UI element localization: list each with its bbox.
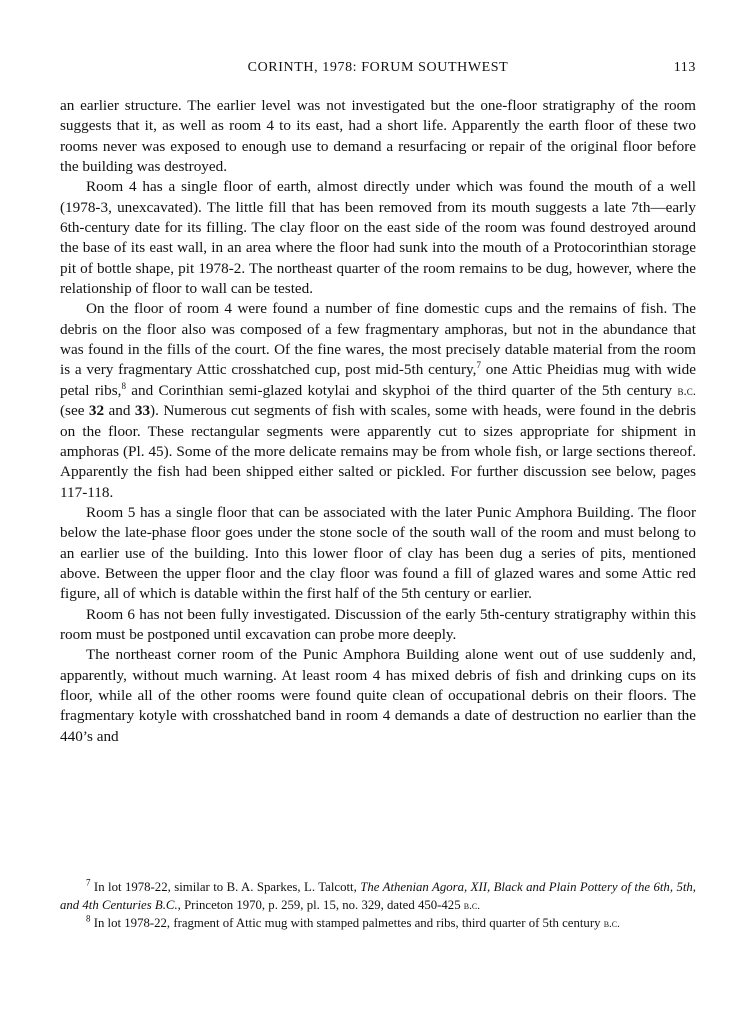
footnote-mark-8: 8 <box>86 913 91 924</box>
footnote-ref-7[interactable]: 7 <box>476 360 481 371</box>
page-number: 113 <box>673 60 696 75</box>
catalogue-ref-33: 33 <box>134 402 151 420</box>
footnote-mark-7: 7 <box>86 877 91 888</box>
footnote-8-text-a: In lot 1978-22, fragment of Attic mug with stamped palmettes and ribs, third quarter of 5th century <box>90 916 604 930</box>
paragraph-3-text-e: ). Numerous cut segments of fish with scales, some with heads, were found in the debris on the floor. These rectangular segments were apparently cut to sizes appropriate for shipment in amphoras (Pl. 45). Some of the more delicate remains may be from whole fish, or large sections thereof. Apparently the fish had been shipped either salted or pickled. For further discussion see below, pages 117-118. <box>60 402 696 501</box>
paragraph-3-text-b: one Attic Pheidias mug with wide petal ribs, <box>60 361 696 399</box>
footnote-ref-8[interactable]: 8 <box>121 380 126 391</box>
footnote-7-era: b.c. <box>463 899 480 912</box>
paragraph-1: an earlier structure. The earlier level was not investigated but the one-floor stratigraphy of the room suggests that it, as well as room 4 to its east, had a short life. Apparently the earth floor of these two rooms never was exposed to enough use to demand a resurfacing or repair of the original floor before the building was destroyed. <box>60 97 696 176</box>
paragraph-2: Room 4 has a single floor of earth, almost directly under which was found the mouth of a well (1978-3, unexcavated). The little fill that has been removed from its mouth suggests a late 7th—early 6th-century date for its filling. The clay floor on the east side of the room was found destroyed around the base of its east wall, in an area where the floor had sunk into the mouth of a Protocorinthian storage pit of bottle shape, pit 1978-2. The northeast quarter of the room remains to be dug, however, where the relationship of floor to wall can be tested. <box>60 178 696 298</box>
body-text <box>60 96 696 747</box>
running-head <box>60 60 696 82</box>
footnote-7-text-a: In lot 1978-22, similar to B. A. Sparkes, L. Talcott, <box>90 880 361 894</box>
era-abbrev: b.c. <box>677 382 696 398</box>
footnote-7 <box>60 879 696 915</box>
paragraph-5: Room 6 has not been fully investigated. Discussion of the early 5th-century stratigraphy within this room must be postponed until excavation can probe more deeply. <box>60 605 696 643</box>
footnote-8 <box>60 915 696 934</box>
running-title: CORINTH, 1978: FORUM SOUTHWEST <box>247 60 509 75</box>
paragraph-6: The northeast corner room of the Punic Amphora Building alone went out of use suddenly and, apparently, without much warning. At least room 4 has mixed debris of fish and drinking cups on its floor, while all of the other rooms were found quite clean of occupational debris on their floors. The fragmentary kotyle with crosshatched band in room 4 demands a date of destruction no earlier than the 440’s and <box>60 646 696 745</box>
page <box>60 60 696 747</box>
paragraph-3-text-d: (see <box>60 402 89 420</box>
paragraph-3-text-a: On the floor of room 4 were found a number of fine domestic cups and the remains of fish. The debris on the floor also was composed of a few fragmentary amphoras, but not in the abundance that was found in the fills of the court. Of the fine wares, the most precisely datable material from the room is a very fragmentary Attic crosshatched cup, post mid-5th century, <box>60 300 696 379</box>
footnotes <box>60 879 696 934</box>
paragraph-4: Room 5 has a single floor that can be associated with the later Punic Amphora Building. The floor below the late-phase floor goes under the stone socle of the south wall of the room and must belong to an earlier use of the building. Into this lower floor of clay has been dug a series of pits, mentioned above. Between the upper floor and the clay floor was found a fill of glazed wares and some Attic red figure, all of which is datable within the first half of the 5th century or earlier. <box>60 503 696 603</box>
footnote-8-era: b.c. <box>603 918 620 930</box>
footnote-7-title: The Athenian Agora, XII, Black and Plain Pottery of the 6th, 5th, and 4th Centuries B.C. <box>60 880 696 912</box>
catalogue-ref-32: 32 <box>88 402 105 420</box>
paragraph-3 <box>60 299 696 502</box>
paragraph-3-text-c: and Corinthian semi-glazed kotylai and skyphoi of the third quarter of the 5th century <box>125 381 678 399</box>
footnote-7-text-b: , Princeton 1970, p. 259, pl. 15, no. 329, dated 450-425 <box>177 897 464 912</box>
paragraph-3-and: and <box>104 402 135 420</box>
